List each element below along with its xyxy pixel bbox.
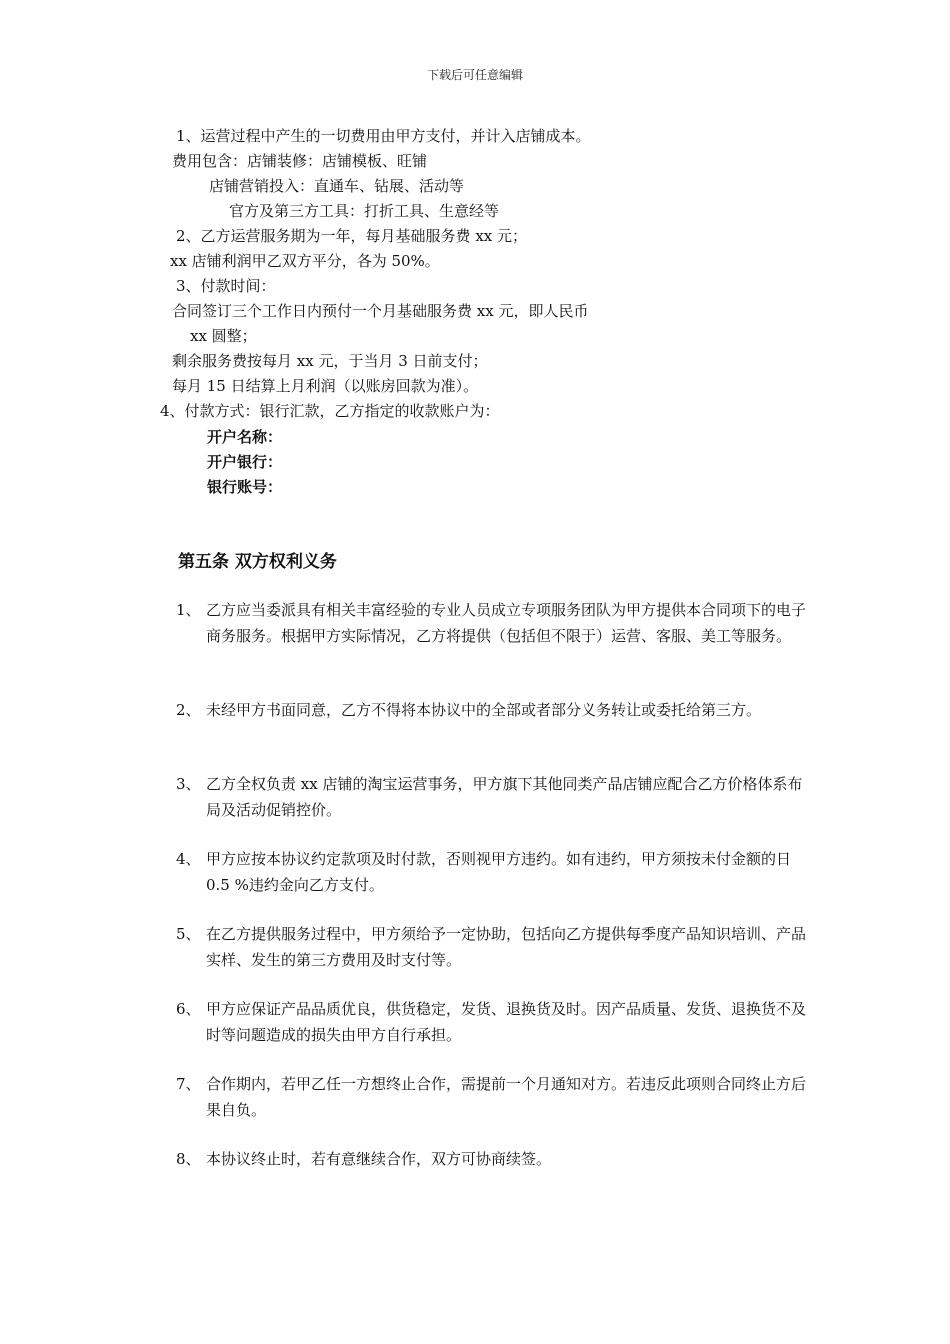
item-number: 5、 — [176, 925, 201, 943]
item-number: 4、 — [176, 850, 201, 868]
list-item — [176, 996, 816, 1048]
item-text: 乙方应当委派具有相关丰富经验的专业人员成立专项服务团队为甲方提供本合同项下的电子商务服务。根据甲方实际情况，乙方将提供（包括但不限于）运营、客服、美工等服务。 — [206, 601, 807, 645]
list-item — [176, 771, 816, 823]
payment-line-3: 店铺营销投入：直通车、钻展、活动等 — [209, 177, 465, 195]
item-text: 乙方全权负责 xx 店铺的淘宝运营事务，甲方旗下其他同类产品店铺应配合乙方价格体系布局及活动促销控价。 — [206, 775, 803, 819]
account-bank-label: 开户银行： — [207, 453, 283, 471]
item-text: 合作期内，若甲乙任一方想终止合作，需提前一个月通知对方。若违反此项则合同终止方后果自负。 — [206, 1075, 807, 1119]
list-item — [176, 597, 816, 649]
list-item — [176, 846, 816, 898]
item-number: 8、 — [176, 1150, 201, 1168]
list-item — [176, 1071, 816, 1123]
payment-line-2: 费用包含：店铺装修：店铺模板、旺铺 — [172, 152, 428, 170]
item-number: 7、 — [176, 1075, 201, 1093]
item-text: 甲方应保证产品品质优良，供货稳定，发货、退换货及时。因产品质量、发货、退换货不及时等问题造成的损失由甲方自行承担。 — [206, 1000, 807, 1044]
item-number: 2、 — [176, 701, 201, 719]
item-text: 甲方应按本协议约定款项及时付款，否则视甲方违约。如有违约，甲方须按未付金额的日 0.5 %违约金向乙方支付。 — [206, 850, 792, 894]
payment-line-11: 每月 15 日结算上月利润（以账房回款为准）。 — [172, 377, 479, 395]
list-item — [176, 697, 816, 723]
payment-line-10: 剩余服务费按每月 xx 元，于当月 3 日前支付； — [172, 352, 488, 370]
section-title: 第五条 双方权利义务 — [178, 552, 337, 572]
account-number-label: 银行账号： — [207, 478, 283, 496]
payment-line-4: 官方及第三方工具：打折工具、生意经等 — [229, 202, 500, 220]
payment-line-9: xx 圆整； — [190, 327, 257, 345]
list-item — [176, 921, 816, 973]
payment-line-8: 合同签订三个工作日内预付一个月基础服务费 xx 元，即人民币 — [172, 302, 589, 320]
item-text: 在乙方提供服务过程中，甲方须给予一定协助，包括向乙方提供每季度产品知识培训、产品实样、发生的第三方费用及时支付等。 — [206, 925, 807, 969]
item-number: 1、 — [176, 601, 201, 619]
payment-line-5: 2、乙方运营服务期为一年，每月基础服务费 xx 元； — [176, 227, 528, 245]
account-name-label: 开户名称： — [207, 428, 283, 446]
page-header: 下载后可任意编辑 — [426, 68, 523, 82]
payment-line-1: 1、运营过程中产生的一切费用由甲方支付，并计入店铺成本。 — [176, 127, 591, 145]
item-text: 本协议终止时，若有意继续合作，双方可协商续签。 — [206, 1150, 552, 1168]
payment-line-6: xx 店铺利润甲乙双方平分，各为 50%。 — [170, 252, 440, 270]
payment-line-7: 3、付款时间： — [176, 277, 276, 295]
item-number: 3、 — [176, 775, 201, 793]
payment-line-12: 4、付款方式：银行汇款，乙方指定的收款账户为： — [160, 402, 500, 420]
item-text: 未经甲方书面同意，乙方不得将本协议中的全部或者部分义务转让或委托给第三方。 — [206, 701, 762, 719]
list-item — [176, 1146, 816, 1172]
item-number: 6、 — [176, 1000, 201, 1018]
